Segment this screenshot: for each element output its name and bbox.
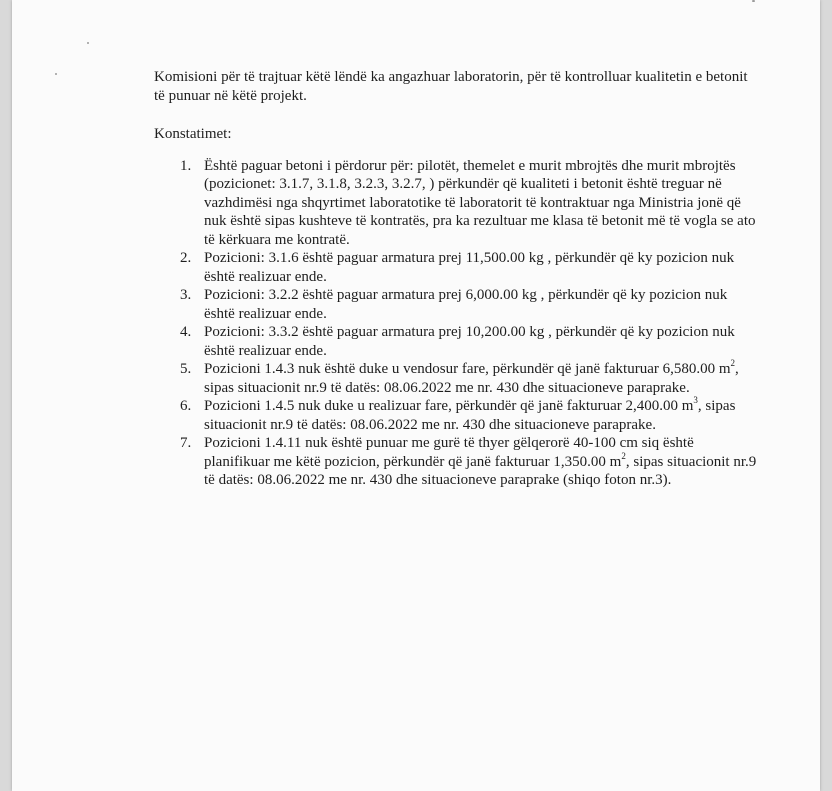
- finding-item: [154, 434, 758, 490]
- finding-number: 2.: [180, 250, 192, 266]
- findings-list: [154, 157, 758, 490]
- finding-number: 6.: [180, 398, 192, 414]
- intro-paragraph: Komisioni për të trajtuar këtë lëndë ka angazhuar laboratorin, për të kontrolluar kualitetin e betonit të punuar në këtë projekt.: [154, 69, 748, 104]
- unit-superscript: 2: [621, 450, 626, 461]
- finding-text-part: , sipas situacionit nr.9 të datës: 08.06.2022 me nr. 430 dhe situacioneve paraprake.: [204, 361, 739, 396]
- scan-speck: [752, 0, 755, 2]
- finding-number: 5.: [180, 361, 192, 377]
- finding-text: Pozicioni: 3.1.6 është paguar armatura prej 11,500.00 kg , përkundër që ky pozicion nuk është realizuar ende.: [204, 250, 735, 285]
- finding-text-part: , sipas situacionit nr.9 të datës: 08.06.2022 me nr. 430 dhe situacioneve paraprake.: [204, 398, 736, 433]
- finding-text: [204, 397, 758, 434]
- finding-text-part: , sipas situacionit nr.9 të datës: 08.06.2022 me nr. 430 dhe situacioneve paraprake (shiqo foton nr.3).: [204, 453, 757, 488]
- finding-item: [154, 360, 758, 397]
- finding-item: [154, 249, 758, 286]
- finding-number: 3.: [180, 287, 192, 303]
- finding-text: Pozicioni: 3.3.2 është paguar armatura prej 10,200.00 kg , përkundër që ky pozicion nuk është realizuar ende.: [204, 324, 735, 359]
- finding-text-part: Pozicioni 1.4.5 nuk duke u realizuar fare, përkundër që janë fakturuar 2,400.00 m: [204, 398, 694, 414]
- unit-superscript: 3: [693, 395, 698, 405]
- scan-speck: [55, 73, 57, 75]
- finding-item: [154, 397, 758, 434]
- finding-item: [154, 286, 758, 323]
- finding-number: 1.: [180, 157, 192, 174]
- document-page: [12, 0, 820, 791]
- finding-text-part: Pozicioni 1.4.11 nuk është punuar me gurë të thyer gëlqerorë 40-100 cm siq është planifikuar me këtë pozicion, përkundër që janë fakturuar 1,350.00 m: [204, 435, 694, 470]
- unit-superscript: 2: [730, 358, 736, 368]
- finding-text: [204, 360, 758, 397]
- finding-number: 4.: [180, 324, 192, 340]
- finding-text: Është paguar betoni i përdorur për: pilotët, themelet e murit mbrojtës dhe murit mbrojtës (pozicionet: 3.1.7, 3.1.8, 3.2.3, 3.2.7, ) përkundër që kualiteti i betonit është treguar në vazhdimësi nga shqyrtimet laboratotike të laboratorit të kontraktuar nga Ministria jonë që nuk është sipas kushteve të kontratës, pra ka rezultuar me klasa të betonit më të vogla se ato të kërkuara me kontratë.: [204, 157, 756, 248]
- findings-heading: Konstatimet:: [154, 126, 232, 142]
- scan-speck: [87, 42, 89, 44]
- finding-text: [204, 434, 758, 490]
- finding-text: Pozicioni: 3.2.2 është paguar armatura prej 6,000.00 kg , përkundër që ky pozicion nuk është realizuar ende.: [204, 287, 728, 322]
- finding-text-part: Pozicioni 1.4.3 nuk është duke u vendosur fare, përkundër që janë fakturuar 6,580.00 m: [204, 361, 731, 377]
- document-body: [154, 68, 758, 490]
- finding-number: 7.: [180, 435, 192, 451]
- finding-item: [154, 323, 758, 360]
- finding-item: [154, 157, 758, 250]
